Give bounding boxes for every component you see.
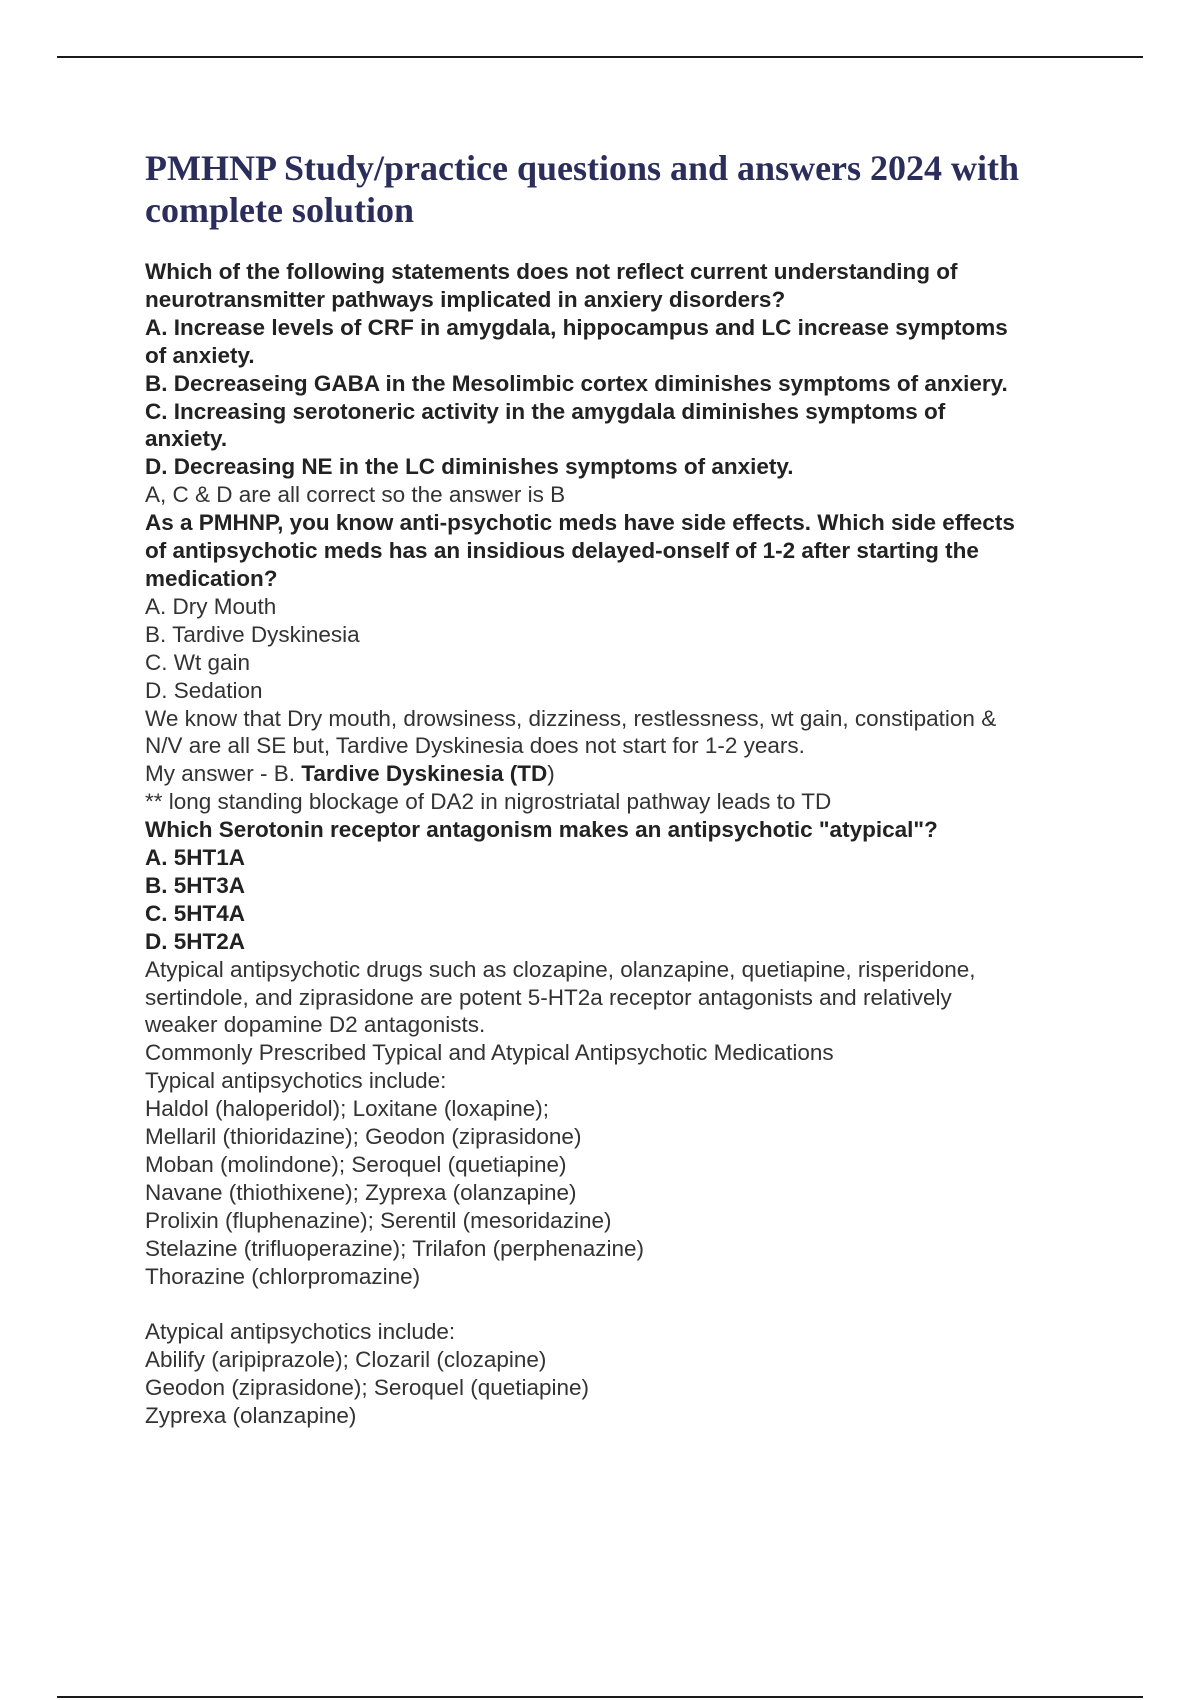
title-line-2: complete solution [145,190,414,230]
q1-option: D. Decreasing NE in the LC diminishes symptoms of anxiety. [145,454,794,480]
atypical-list-item: Geodon (ziprasidone); Seroquel (quetiapine) [145,1375,590,1401]
q1-option: A. Increase levels of CRF in amygdala, hippocampus and LC increase symptoms [145,314,1008,340]
q2-my-answer-bold: Tardive Dyskinesia (TD [301,761,548,787]
q2-option: A. Dry Mouth [145,593,277,619]
atypical-list-item: Abilify (aripiprazole); Clozaril (clozapine) [145,1347,547,1373]
q3-explanation-line: weaker dopamine D2 antagonists. [145,1012,486,1038]
atypical-heading: Atypical antipsychotics include: [145,1319,456,1345]
q2-note: ** long standing blockage of DA2 in nigrostriatal pathway leads to TD [145,789,832,815]
q3-option: D. 5HT2A [145,928,246,954]
q2-option: B. Tardive Dyskinesia [145,621,360,647]
q3-explanation-line: Atypical antipsychotic drugs such as clozapine, olanzapine, quetiapine, risperidone, [145,956,976,982]
typical-heading: Typical antipsychotics include: [145,1068,447,1094]
q3-option: B. 5HT3A [145,872,246,898]
footer-rule [57,1696,1143,1698]
blank-line [145,1291,1105,1319]
q2-option: D. Sedation [145,677,263,703]
header-rule [57,56,1143,58]
q2-question-line: medication? [145,565,278,591]
q3-option: A. 5HT1A [145,845,246,871]
typical-list-item: Moban (molindone); Seroquel (quetiapine) [145,1152,567,1177]
atypical-list-item: Zyprexa (olanzapine) [145,1403,357,1429]
q1-option: of anxiety. [145,342,255,368]
q2-explanation-line: N/V are all SE but, Tardive Dyskinesia does not start for 1-2 years. [145,733,805,759]
q1-question-line: neurotransmitter pathways implicated in anxiery disorders? [145,286,786,312]
typical-list-item: Mellaril (thioridazine); Geodon (ziprasidone) [145,1124,582,1150]
title-line-1: PMHNP Study/practice questions and answers 2024 with [145,148,1020,188]
q2-option: C. Wt gain [145,649,251,675]
document-body [145,258,1105,1430]
q2-my-answer [145,760,1105,788]
typical-list-item: Stelazine (trifluoperazine); Trilafon (perphenazine) [145,1235,645,1261]
q1-option: anxiety. [145,426,228,452]
typical-list-item: Thorazine (chlorpromazine) [145,1263,421,1289]
q3-explanation-line: sertindole, and ziprasidone are potent 5-HT2a receptor antagonists and relatively [145,984,952,1010]
typical-list-item: Navane (thiothixene); Zyprexa (olanzapine) [145,1179,577,1205]
q1-question-line: Which of the following statements does not reflect current understanding of [145,259,958,284]
q2-question-line: of antipsychotic meds has an insidious delayed-onself of 1-2 after starting the [145,538,979,564]
q2-question-line: As a PMHNP, you know anti-psychotic meds have side effects. Which side effects [145,510,1015,536]
q3-question: Which Serotonin receptor antagonism makes an antipsychotic "atypical"? [145,817,938,843]
q3-list-heading: Commonly Prescribed Typical and Atypical Antipsychotic Medications [145,1040,834,1066]
q1-answer: A, C & D are all correct so the answer is B [145,482,566,508]
typical-list-item: Haldol (haloperidol); Loxitane (loxapine); [145,1096,549,1122]
q1-option: B. Decreaseing GABA in the Mesolimbic cortex diminishes symptoms of anxiery. [145,370,1008,396]
q2-my-answer-suffix: ) [547,761,555,787]
page-title [145,147,1105,231]
q1-option: C. Increasing serotoneric activity in the amygdala diminishes symptoms of [145,398,946,424]
typical-list-item: Prolixin (fluphenazine); Serentil (mesoridazine) [145,1207,612,1233]
q3-option: C. 5HT4A [145,900,246,926]
q2-explanation-line: We know that Dry mouth, drowsiness, dizziness, restlessness, wt gain, constipation & [145,705,997,731]
q2-my-answer-prefix: My answer - B. [145,761,302,787]
